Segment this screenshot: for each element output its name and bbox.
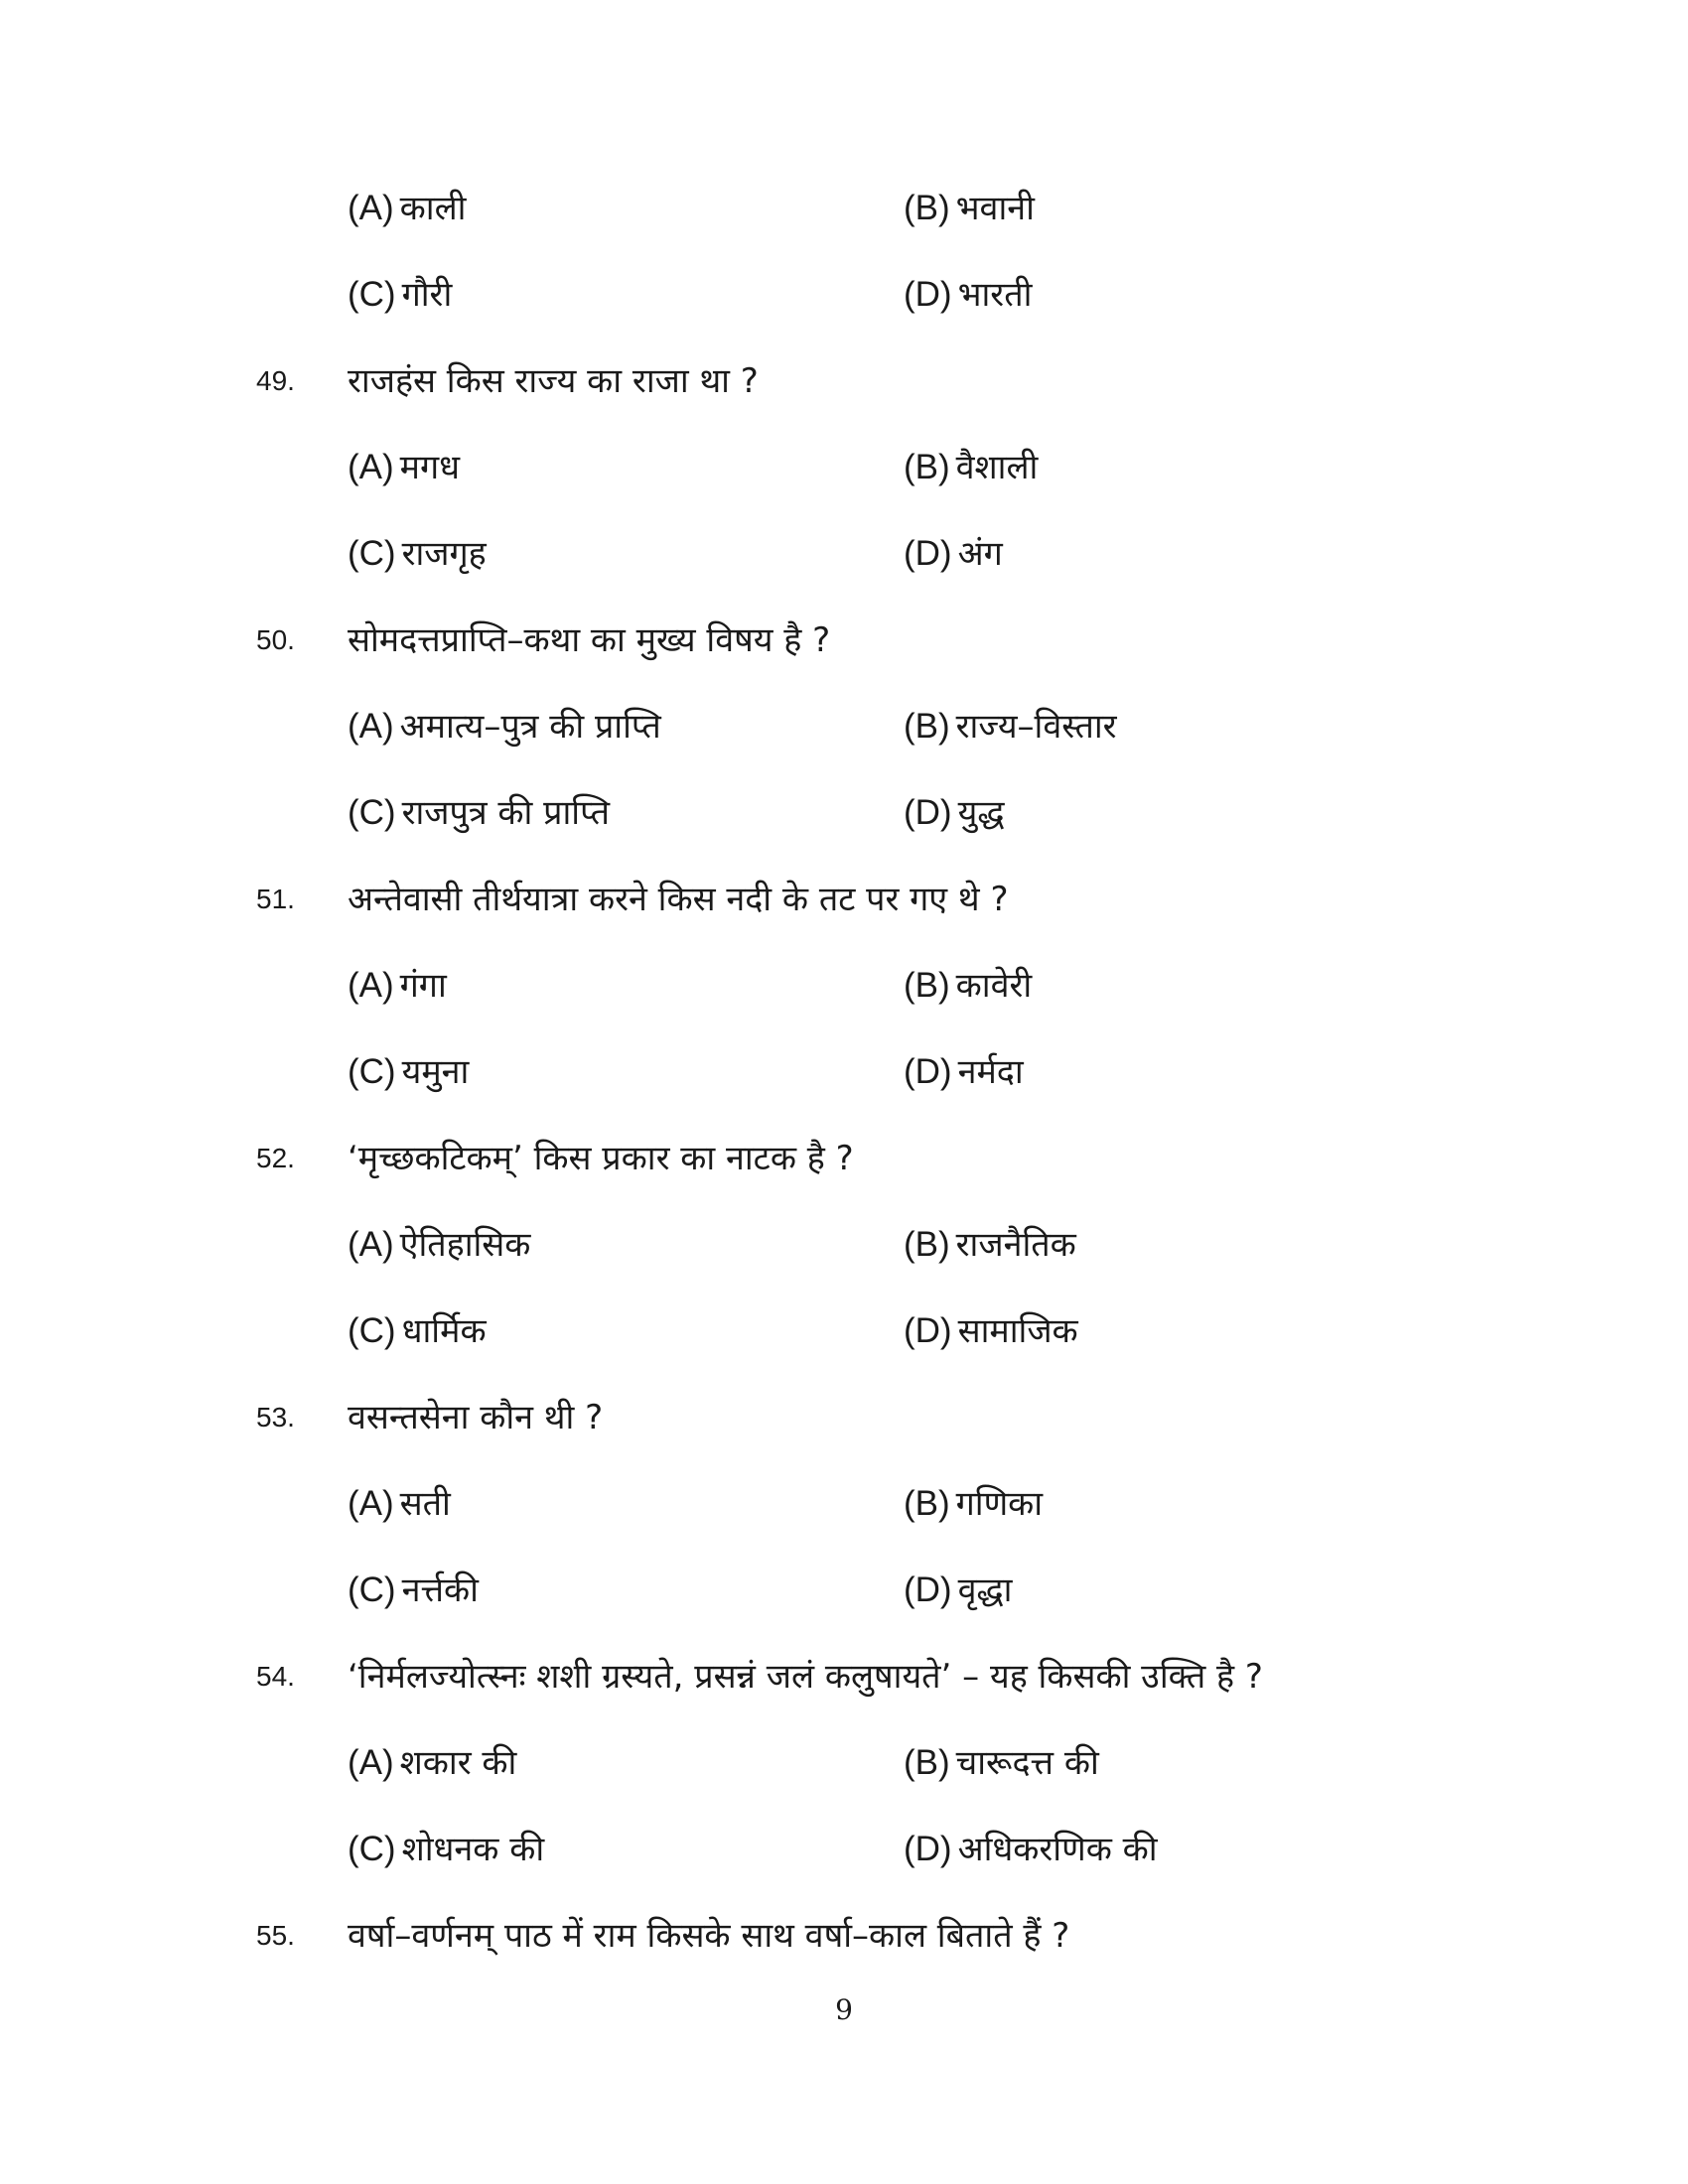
- option-c: (C) यमुना: [348, 1052, 470, 1092]
- option-row: [0, 524, 1688, 584]
- question-row: [0, 1647, 1688, 1706]
- question-text: ‘मृच्छकटिकम्’ किस प्रकार का नाटक है ?: [348, 1139, 854, 1178]
- question-number: 52.: [256, 1143, 295, 1173]
- question-number: 50.: [256, 624, 295, 655]
- option-c: (C) नर्त्तकी: [348, 1570, 479, 1610]
- question-row: [0, 1906, 1688, 1966]
- option-a: (A) शकार की: [348, 1743, 517, 1783]
- option-b: (B) कावेरी: [904, 966, 1033, 1006]
- question-row: [0, 351, 1688, 411]
- option-d: (D) नर्मदा: [904, 1052, 1024, 1092]
- option-row: [0, 1733, 1688, 1793]
- option-row: [0, 956, 1688, 1016]
- option-a: (A) काली: [348, 189, 467, 228]
- option-d: (D) युद्ध: [904, 793, 1005, 833]
- option-row: [0, 697, 1688, 756]
- option-a: (A) मगध: [348, 448, 461, 487]
- option-d: (D) भारती: [904, 275, 1033, 315]
- question-number: 49.: [256, 365, 295, 396]
- question-text: अन्तेवासी तीर्थयात्रा करने किस नदी के तट पर गए थे ?: [348, 880, 1009, 919]
- option-d: (D) सामाजिक: [904, 1311, 1078, 1351]
- option-a: (A) अमात्य–पुत्र की प्राप्ति: [348, 707, 661, 747]
- option-d: (D) वृद्धा: [904, 1570, 1013, 1610]
- option-row: [0, 783, 1688, 843]
- option-c: (C) धार्मिक: [348, 1311, 487, 1351]
- question-number: 51.: [256, 884, 295, 914]
- question-text: सोमदत्तप्राप्ति–कथा का मुख्य विषय है ?: [348, 620, 831, 660]
- question-text: वसन्तसेना कौन थी ?: [348, 1398, 604, 1437]
- option-b: (B) भवानी: [904, 189, 1035, 228]
- option-c: (C) शोधनक की: [348, 1830, 545, 1869]
- option-c: (C) राजगृह: [348, 534, 487, 574]
- option-b: (B) राज्य–विस्तार: [904, 707, 1117, 747]
- option-c: (C) राजपुत्र की प्राप्ति: [348, 793, 610, 833]
- option-b: (B) चारूदत्त की: [904, 1743, 1099, 1783]
- option-b: (B) वैशाली: [904, 448, 1039, 487]
- option-row: [0, 1042, 1688, 1102]
- option-a: (A) सती: [348, 1484, 451, 1524]
- question-row: [0, 1388, 1688, 1447]
- question-row: [0, 1129, 1688, 1188]
- question-number: 54.: [256, 1661, 295, 1692]
- option-row: [0, 179, 1688, 238]
- page-number: 9: [835, 1993, 853, 2026]
- question-text: राजहंस किस राज्य का राजा था ?: [348, 361, 759, 401]
- option-c: (C) गौरी: [348, 275, 453, 315]
- option-d: (D) अंग: [904, 534, 1003, 574]
- option-row: [0, 1474, 1688, 1534]
- question-number: 53.: [256, 1402, 295, 1433]
- question-text: वर्षा–वर्णनम् पाठ में राम किसके साथ वर्षा–काल बिताते हैं ?: [348, 1916, 1070, 1956]
- question-row: [0, 611, 1688, 670]
- option-b: (B) गणिका: [904, 1484, 1044, 1524]
- question-text: ‘निर्मलज्योत्स्नः शशी ग्रस्यते, प्रसन्नं जलं कलुषायते’ – यह किसकी उक्ति है ?: [348, 1657, 1263, 1697]
- option-a: (A) ऐतिहासिक: [348, 1225, 531, 1265]
- option-row: [0, 1561, 1688, 1620]
- option-row: [0, 1820, 1688, 1879]
- question-number: 55.: [256, 1920, 295, 1951]
- option-row: [0, 1215, 1688, 1275]
- option-b: (B) राजनैतिक: [904, 1225, 1076, 1265]
- option-row: [0, 438, 1688, 497]
- option-a: (A) गंगा: [348, 966, 447, 1006]
- question-row: [0, 870, 1688, 929]
- option-d: (D) अधिकरणिक की: [904, 1830, 1158, 1869]
- option-row: [0, 1301, 1688, 1361]
- option-row: [0, 265, 1688, 325]
